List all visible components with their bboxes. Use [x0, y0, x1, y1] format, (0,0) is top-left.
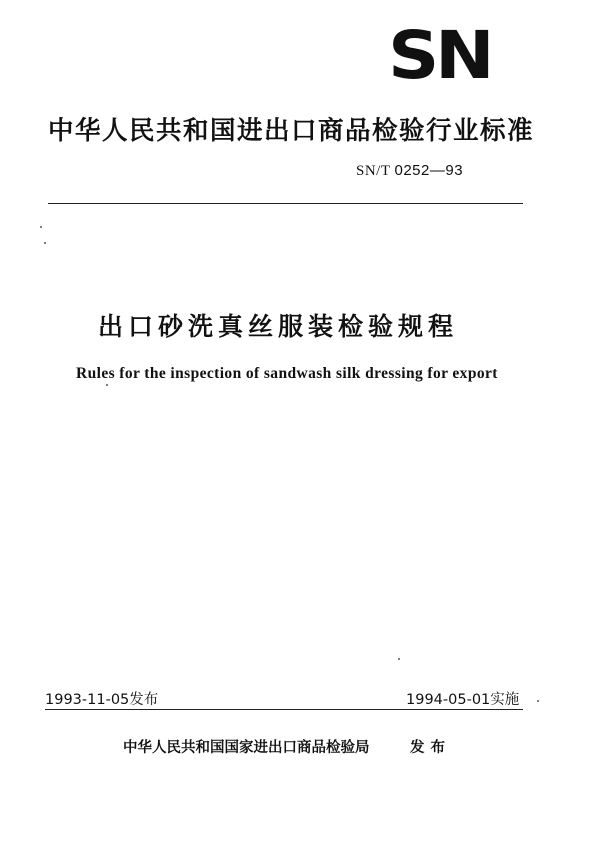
industry-standard-title: 中华人民共和国进出口商品检验行业标准: [48, 116, 535, 146]
sn-logo: SN: [388, 17, 491, 94]
scan-speck: [44, 242, 46, 244]
document-title-english: Rules for the inspection of sandwash silk dressing for export: [76, 365, 498, 382]
header-divider: [48, 203, 523, 204]
effective-date: 1994-05-01实施: [406, 692, 520, 708]
scan-speck: [106, 384, 108, 386]
issuing-authority: 中华人民共和国国家进出口商品检验局: [123, 740, 370, 756]
scan-speck: [398, 658, 400, 660]
document-title-chinese: 出口砂洗真丝服装检验规程: [98, 312, 459, 341]
standard-code-prefix: SN/T: [356, 163, 391, 179]
standard-number: [356, 162, 463, 180]
issuing-action: 发布: [410, 740, 451, 756]
issue-date: 1993-11-05发布: [45, 692, 159, 708]
footer-divider: [45, 709, 523, 710]
scan-speck: [40, 226, 42, 228]
standard-code-number: 0252—93: [394, 162, 464, 179]
scan-speck: [537, 700, 539, 702]
